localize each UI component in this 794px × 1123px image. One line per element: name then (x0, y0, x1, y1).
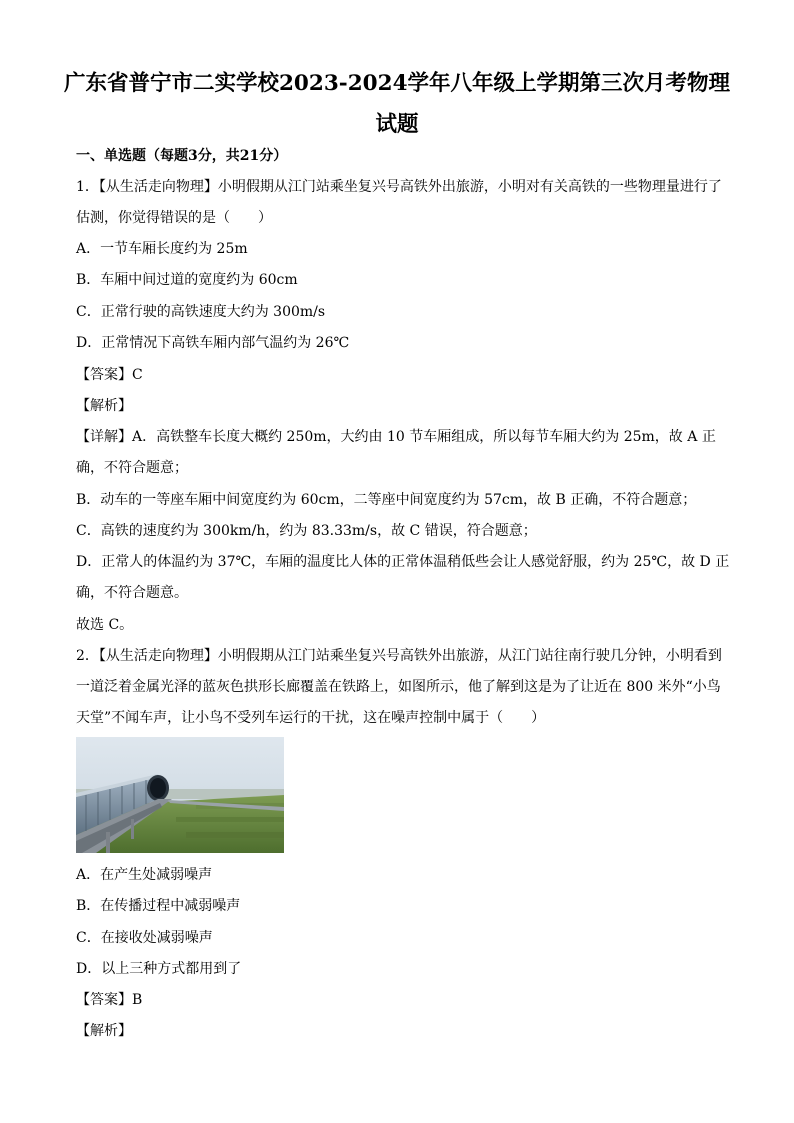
q1-detail-line4: C．高铁的速度约为 300km/h，约为 83.33m/s，故 C 错误，符合题意； (76, 523, 537, 539)
q2-answer: 【答案】B (76, 992, 143, 1008)
q1-detail-line3: B．动车的一等座车厢中间宽度约为 60cm，二等座中间宽度约为 57cm，故 B 正确，不符合题意； (76, 492, 697, 508)
q2-stem-line3: 天堂”不闻车声，让小鸟不受列车运行的干扰，这在噪声控制中属于（ ） (76, 710, 546, 726)
q2-option-b: B．在传播过程中减弱噪声 (76, 898, 241, 914)
q1-answer: 【答案】C (76, 367, 143, 383)
q1-detail-line5: D．正常人的体温约为 37℃，车厢的温度比人体的正常体温稍低些会让人感觉舒服，约为 25℃，故 D 正 (76, 554, 730, 570)
q2-option-a: A．在产生处减弱噪声 (76, 867, 213, 883)
railway-noise-barrier-photo (76, 737, 284, 853)
q2-option-d: D．以上三种方式都用到了 (76, 961, 242, 977)
q1-stem-line1: 1．【从生活走向物理】小明假期从江门站乘坐复兴号高铁外出旅游，小明对有关高铁的一些物理量进行了 (76, 179, 722, 195)
q1-option-c: C．正常行驶的高铁速度大约为 300m/s (76, 304, 326, 320)
q1-option-a: A．一节车厢长度约为 25m (76, 241, 248, 257)
q2-option-c: C．在接收处减弱噪声 (76, 930, 213, 946)
q1-detail-line6: 确，不符合题意。 (76, 585, 188, 601)
q1-option-d: D．正常情况下高铁车厢内部气温约为 26℃ (76, 335, 350, 351)
q1-option-b: B．车厢中间过道的宽度约为 60cm (76, 272, 298, 288)
q2-stem-line1: 2．【从生活走向物理】小明假期从江门站乘坐复兴号高铁外出旅游，从江门站往南行驶几分钟，小明看到 (76, 648, 722, 664)
q1-detail-line7: 故选 C。 (76, 617, 134, 633)
section-heading: 一、单选题（每题3分，共21分） (76, 148, 288, 164)
document-title-line2: 试题 (375, 112, 419, 137)
q1-detail-line1: 【详解】A．高铁整车长度大概约 250m，大约由 10 节车厢组成，所以每节车厢大约为 25m，故 A 正 (76, 429, 716, 445)
q2-stem-line2: 一道泛着金属光泽的蓝灰色拱形长廊覆盖在铁路上，如图所示，他了解到这是为了让近在 800 米外“小鸟 (76, 679, 721, 695)
document-title-line1: 广东省普宁市二实学校2023-2024学年八年级上学期第三次月考物理 (63, 71, 731, 96)
q2-analysis-label: 【解析】 (76, 1023, 132, 1039)
q1-analysis-label: 【解析】 (76, 398, 132, 414)
q1-detail-line2: 确，不符合题意； (76, 460, 188, 476)
q1-stem-line2: 估测，你觉得错误的是（ ） (76, 210, 272, 226)
